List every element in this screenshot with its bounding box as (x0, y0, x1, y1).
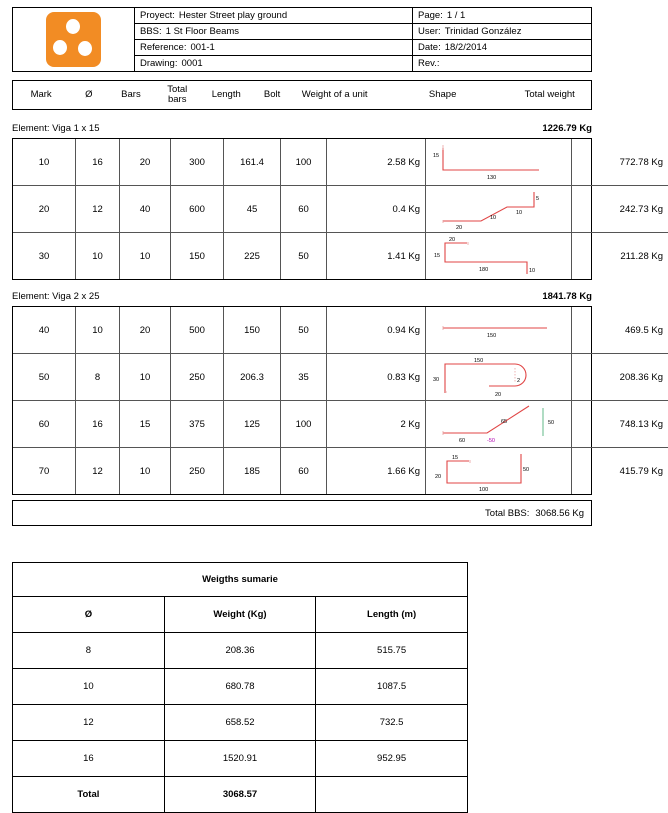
cell-bolt: 35 (281, 354, 327, 401)
date-label: Date: (418, 42, 441, 53)
cell-bolt: 100 (281, 139, 327, 186)
shape-bent-bar (429, 402, 569, 446)
shape-straight-bar (429, 308, 569, 352)
date-value: 18/2/2014 (445, 42, 487, 53)
cell-total-bars: 150 (171, 233, 224, 280)
cell-total-bars: 250 (171, 448, 224, 495)
cell-mark: 70 (13, 448, 76, 495)
rev-line (413, 56, 591, 71)
summary-cell-diameter: 8 (13, 633, 164, 669)
summary-cell-weight: 1520.91 (164, 741, 315, 777)
shape-dim-1: 10 (490, 215, 496, 221)
cell-shape-diagram (426, 139, 572, 186)
element-title-0 (12, 120, 592, 136)
cell-bolt: 50 (281, 233, 327, 280)
project-info-cell (135, 8, 413, 71)
cell-total-bars: 500 (171, 307, 224, 354)
summary-total-length (316, 777, 467, 813)
shape-dim-2: 180 (479, 267, 488, 273)
cell-total-weight: 208.36 Kg (572, 354, 668, 401)
summary-total-label: Total (13, 777, 164, 813)
summary-row (13, 705, 467, 741)
reference-label: Reference: (140, 42, 186, 53)
cell-total-bars: 600 (171, 186, 224, 233)
project-value: Hester Street play ground (179, 10, 287, 21)
cell-mark: 50 (13, 354, 76, 401)
shape-dim-3: 2 (517, 378, 520, 384)
cell-diameter: 10 (76, 307, 120, 354)
cell-weight-unit: 0.4 Kg (327, 186, 426, 233)
column-header-diameter: Ø (69, 90, 108, 100)
summary-cell-weight: 208.36 (164, 633, 315, 669)
cell-mark: 30 (13, 233, 76, 280)
cell-mark: 60 (13, 401, 76, 448)
cell-weight-unit: 2.58 Kg (327, 139, 426, 186)
summary-cell-length: 515.75 (316, 633, 467, 669)
cell-bolt: 60 (281, 448, 327, 495)
table-row (13, 139, 668, 186)
shape-dim-0: 20 (449, 237, 455, 243)
table-row (13, 448, 668, 495)
column-header-total-weight: Total weight (508, 90, 591, 100)
cell-shape-diagram (426, 233, 572, 280)
cell-shape-diagram (426, 448, 572, 495)
shape-dim-1: 20 (435, 474, 441, 480)
column-header-bolt: Bolt (252, 90, 293, 100)
total-bbs-label: Total BBS: (485, 508, 529, 519)
document-header (12, 7, 592, 72)
drawing-label: Drawing: (140, 58, 178, 69)
cell-total-weight: 211.28 Kg (572, 233, 668, 280)
cell-mark: 10 (13, 139, 76, 186)
cell-weight-unit: 2 Kg (327, 401, 426, 448)
cell-mark: 20 (13, 186, 76, 233)
shape-u-bar (429, 449, 569, 493)
summary-cell-length: 952.95 (316, 741, 467, 777)
summary-row (13, 741, 467, 777)
summary-title: Weigths sumarie (13, 563, 467, 597)
summary-cell-weight: 658.52 (164, 705, 315, 741)
cell-diameter: 10 (76, 233, 120, 280)
logo-dot-left (53, 40, 67, 55)
cell-diameter: 12 (76, 448, 120, 495)
shape-dim-1: 130 (487, 175, 496, 181)
cell-length: 206.3 (224, 354, 281, 401)
table-row (13, 307, 668, 354)
element-table-1 (12, 306, 592, 495)
column-header-total-bars (154, 85, 201, 106)
cell-weight-unit: 1.41 Kg (327, 233, 426, 280)
page-value: 1 / 1 (447, 10, 466, 21)
shape-hairpin-bar (429, 355, 569, 399)
cell-bolt: 60 (281, 186, 327, 233)
summary-cell-diameter: 10 (13, 669, 164, 705)
shape-dim-0: 60 (459, 438, 465, 444)
bbs-value: 1 St Floor Beams (166, 26, 239, 37)
summary-header-row (13, 597, 467, 633)
logo-dot-top (66, 19, 80, 34)
user-line (413, 24, 591, 40)
cell-total-bars: 250 (171, 354, 224, 401)
page-line (413, 8, 591, 24)
shape-dim-0: 150 (474, 358, 483, 364)
summary-cell-length: 732.5 (316, 705, 467, 741)
shape-dim-2: 10 (516, 210, 522, 216)
project-label: Proyect: (140, 10, 175, 21)
column-header-shape: Shape (377, 90, 509, 100)
bbs-line (135, 24, 412, 40)
shape-dim-1: 65 (501, 419, 507, 425)
shape-dim-0: 15 (452, 455, 458, 461)
cell-length: 161.4 (224, 139, 281, 186)
shape-dim-0: 150 (487, 333, 496, 339)
user-label: User: (418, 26, 441, 37)
shape-dim-0: 20 (456, 225, 462, 231)
rev-label: Rev.: (418, 58, 439, 69)
document-meta-cell (413, 8, 591, 71)
cell-mark: 40 (13, 307, 76, 354)
logo-dot-right (78, 41, 92, 56)
cell-weight-unit: 0.94 Kg (327, 307, 426, 354)
table-row (13, 186, 668, 233)
cell-total-weight: 772.78 Kg (572, 139, 668, 186)
element-total-1: 1841.78 Kg (542, 291, 592, 302)
table-row (13, 401, 668, 448)
cell-shape-diagram (426, 401, 572, 448)
element-title-1 (12, 288, 592, 304)
element-label-1: Element: Viga 2 x 25 (12, 291, 100, 302)
logo-cell (13, 8, 135, 71)
column-header-mark: Mark (13, 90, 69, 100)
shape-dim-2: 100 (479, 487, 488, 493)
summary-total-row (13, 777, 467, 813)
cell-weight-unit: 1.66 Kg (327, 448, 426, 495)
summary-title-row (13, 563, 467, 597)
total-bbs-bar (12, 500, 592, 526)
summary-total-weight: 3068.57 (164, 777, 315, 813)
element-label-0: Element: Viga 1 x 15 (12, 123, 100, 134)
weights-summary-table (12, 562, 468, 813)
cell-length: 150 (224, 307, 281, 354)
total-bbs-value: 3068.56 Kg (535, 508, 584, 519)
cell-total-weight: 748.13 Kg (572, 401, 668, 448)
column-header-total-bars-line2: bars (168, 94, 186, 105)
page-label: Page: (418, 10, 443, 21)
summary-header-weight: Weight (Kg) (164, 597, 315, 633)
bbs-label: BBS: (140, 26, 162, 37)
column-header-total-bars-line1: Total (167, 84, 187, 95)
drawing-line (135, 56, 412, 71)
shape-dim-1: 15 (434, 253, 440, 259)
shape-dim-3: 50 (523, 467, 529, 473)
summary-cell-diameter: 16 (13, 741, 164, 777)
cell-bolt: 100 (281, 401, 327, 448)
shape-z-bar (429, 234, 569, 278)
summary-header-length: Length (m) (316, 597, 467, 633)
shape-l-bar (429, 140, 569, 184)
cell-total-bars: 375 (171, 401, 224, 448)
cell-bars: 15 (120, 401, 171, 448)
cell-diameter: 12 (76, 186, 120, 233)
shape-dim-1: 30 (433, 377, 439, 383)
three-dot-logo (46, 12, 101, 67)
drawing-value: 0001 (182, 58, 203, 69)
cell-shape-diagram (426, 186, 572, 233)
shape-dim-0: 15 (433, 153, 439, 159)
reference-line (135, 40, 412, 56)
cell-total-weight: 469.5 Kg (572, 307, 668, 354)
summary-cell-diameter: 12 (13, 705, 164, 741)
table-row (13, 354, 668, 401)
cell-total-weight: 242.73 Kg (572, 186, 668, 233)
shape-dim-2: 20 (495, 392, 501, 398)
cell-length: 225 (224, 233, 281, 280)
cell-bars: 10 (120, 354, 171, 401)
column-header-length: Length (201, 90, 252, 100)
cell-bars: 40 (120, 186, 171, 233)
summary-row (13, 633, 467, 669)
project-line (135, 8, 412, 24)
cell-length: 185 (224, 448, 281, 495)
element-total-0: 1226.79 Kg (542, 123, 592, 134)
cell-bars: 10 (120, 448, 171, 495)
element-table-0 (12, 138, 592, 280)
summary-cell-length: 1087.5 (316, 669, 467, 705)
cell-bolt: 50 (281, 307, 327, 354)
summary-cell-weight: 680.78 (164, 669, 315, 705)
shape-dim-angle: -50 (487, 438, 495, 444)
shape-dim-3: 50 (548, 420, 554, 426)
schedule-column-headers (12, 80, 592, 110)
cell-bars: 20 (120, 307, 171, 354)
column-header-weight-unit: Weight of a unit (292, 90, 376, 100)
cell-diameter: 16 (76, 401, 120, 448)
cell-diameter: 16 (76, 139, 120, 186)
cell-weight-unit: 0.83 Kg (327, 354, 426, 401)
cell-bars: 10 (120, 233, 171, 280)
cell-shape-diagram (426, 354, 572, 401)
column-header-bars: Bars (108, 90, 153, 100)
summary-header-diameter: Ø (13, 597, 164, 633)
cell-bars: 20 (120, 139, 171, 186)
cell-shape-diagram (426, 307, 572, 354)
cell-total-bars: 300 (171, 139, 224, 186)
shape-cranked-bar (429, 187, 569, 231)
date-line (413, 40, 591, 56)
cell-length: 125 (224, 401, 281, 448)
shape-dim-3: 10 (529, 268, 535, 274)
user-value: Trinidad González (445, 26, 522, 37)
cell-total-weight: 415.79 Kg (572, 448, 668, 495)
summary-row (13, 669, 467, 705)
table-row (13, 233, 668, 280)
reference-value: 001-1 (190, 42, 214, 53)
cell-length: 45 (224, 186, 281, 233)
shape-dim-3: 5 (536, 196, 539, 202)
cell-diameter: 8 (76, 354, 120, 401)
